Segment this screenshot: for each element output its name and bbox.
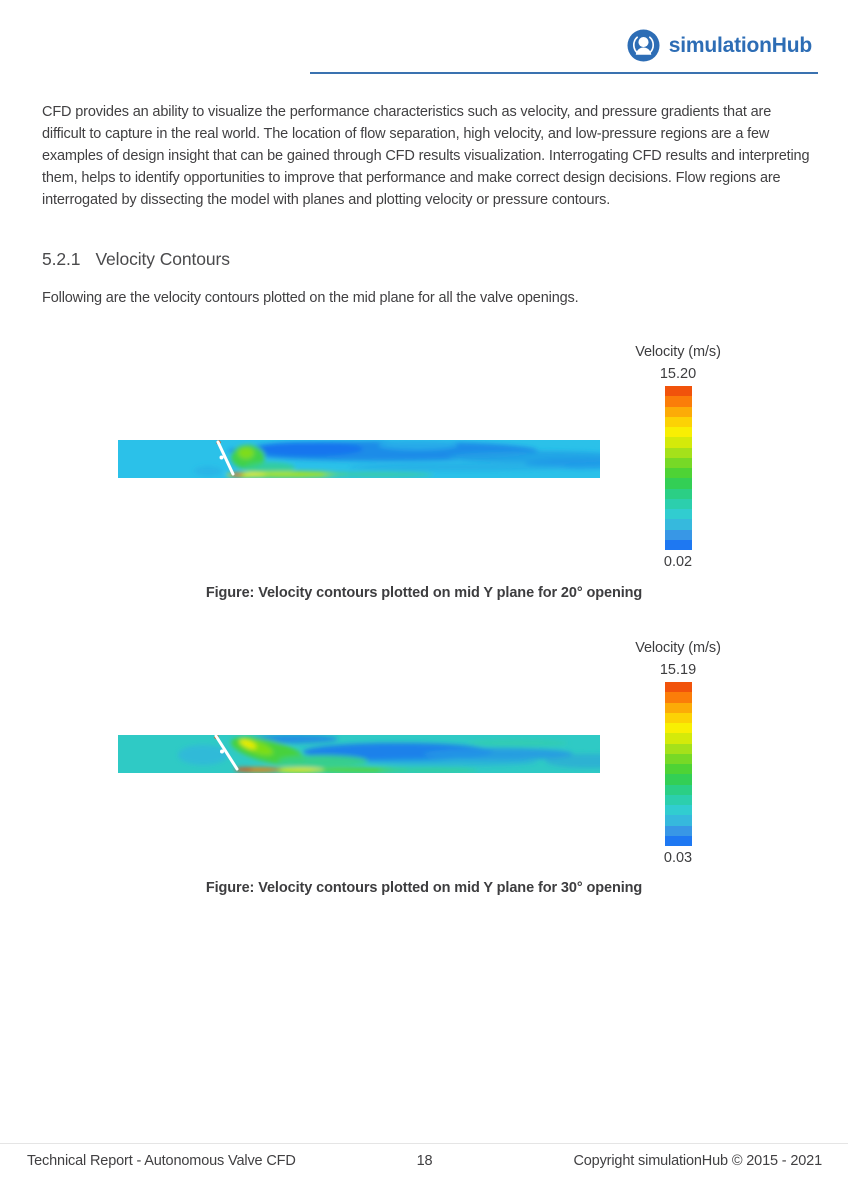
valve-hinge-dot	[220, 750, 224, 754]
section-number: 5.2.1	[42, 249, 81, 269]
page-footer	[27, 1153, 822, 1169]
velocity-colorbar	[665, 682, 692, 846]
footer-copyright: Copyright simulationHub © 2015 - 2021	[573, 1153, 822, 1169]
footer-page-number: 18	[416, 1153, 433, 1169]
simulationhub-logo-icon	[627, 29, 660, 62]
footer-divider	[0, 1143, 848, 1144]
legend-max-value: 15.19	[659, 662, 697, 678]
velocity-contour-plot-30deg	[118, 735, 600, 773]
brand-logo	[627, 29, 812, 62]
section-title: Velocity Contours	[95, 249, 230, 269]
intro-paragraph: CFD provides an ability to visualize the performance characteristics such as velocity, and pressure gradients that are difficult to capture in the real world. The location of flow separation, high velocity, and low-pressure regions are a few examples of design insight that can be gained through CFD results visualization. Interrogating CFD results and interpreting them, helps to identify opportunities to improve that performance and make correct design decisions. Flow regions are interrogated by dissecting the model with planes and plotting velocity or pressure contours.	[42, 104, 810, 208]
brand-name: simulationHub	[668, 33, 812, 57]
legend-title: Velocity (m/s)	[635, 640, 721, 656]
footer-report-title: Technical Report - Autonomous Valve CFD	[27, 1153, 296, 1169]
figure-caption-20deg: Figure: Velocity contours plotted on mid Y plane for 20° opening	[205, 585, 643, 601]
legend-min-value: 0.02	[663, 554, 693, 570]
lead-paragraph: Following are the velocity contours plotted on the mid plane for all the valve openings.	[42, 290, 579, 306]
legend-min-value: 0.03	[663, 850, 693, 866]
legend-max-value: 15.20	[659, 366, 697, 382]
velocity-legend-20deg	[598, 344, 758, 570]
legend-title: Velocity (m/s)	[635, 344, 721, 360]
velocity-legend-30deg	[598, 640, 758, 866]
figure-caption-30deg: Figure: Velocity contours plotted on mid Y plane for 30° opening	[205, 880, 643, 896]
header-divider	[310, 72, 818, 74]
section-heading	[42, 249, 230, 270]
velocity-colorbar	[665, 386, 692, 550]
velocity-contour-plot-20deg	[118, 440, 600, 478]
valve-hinge-dot	[220, 456, 224, 460]
